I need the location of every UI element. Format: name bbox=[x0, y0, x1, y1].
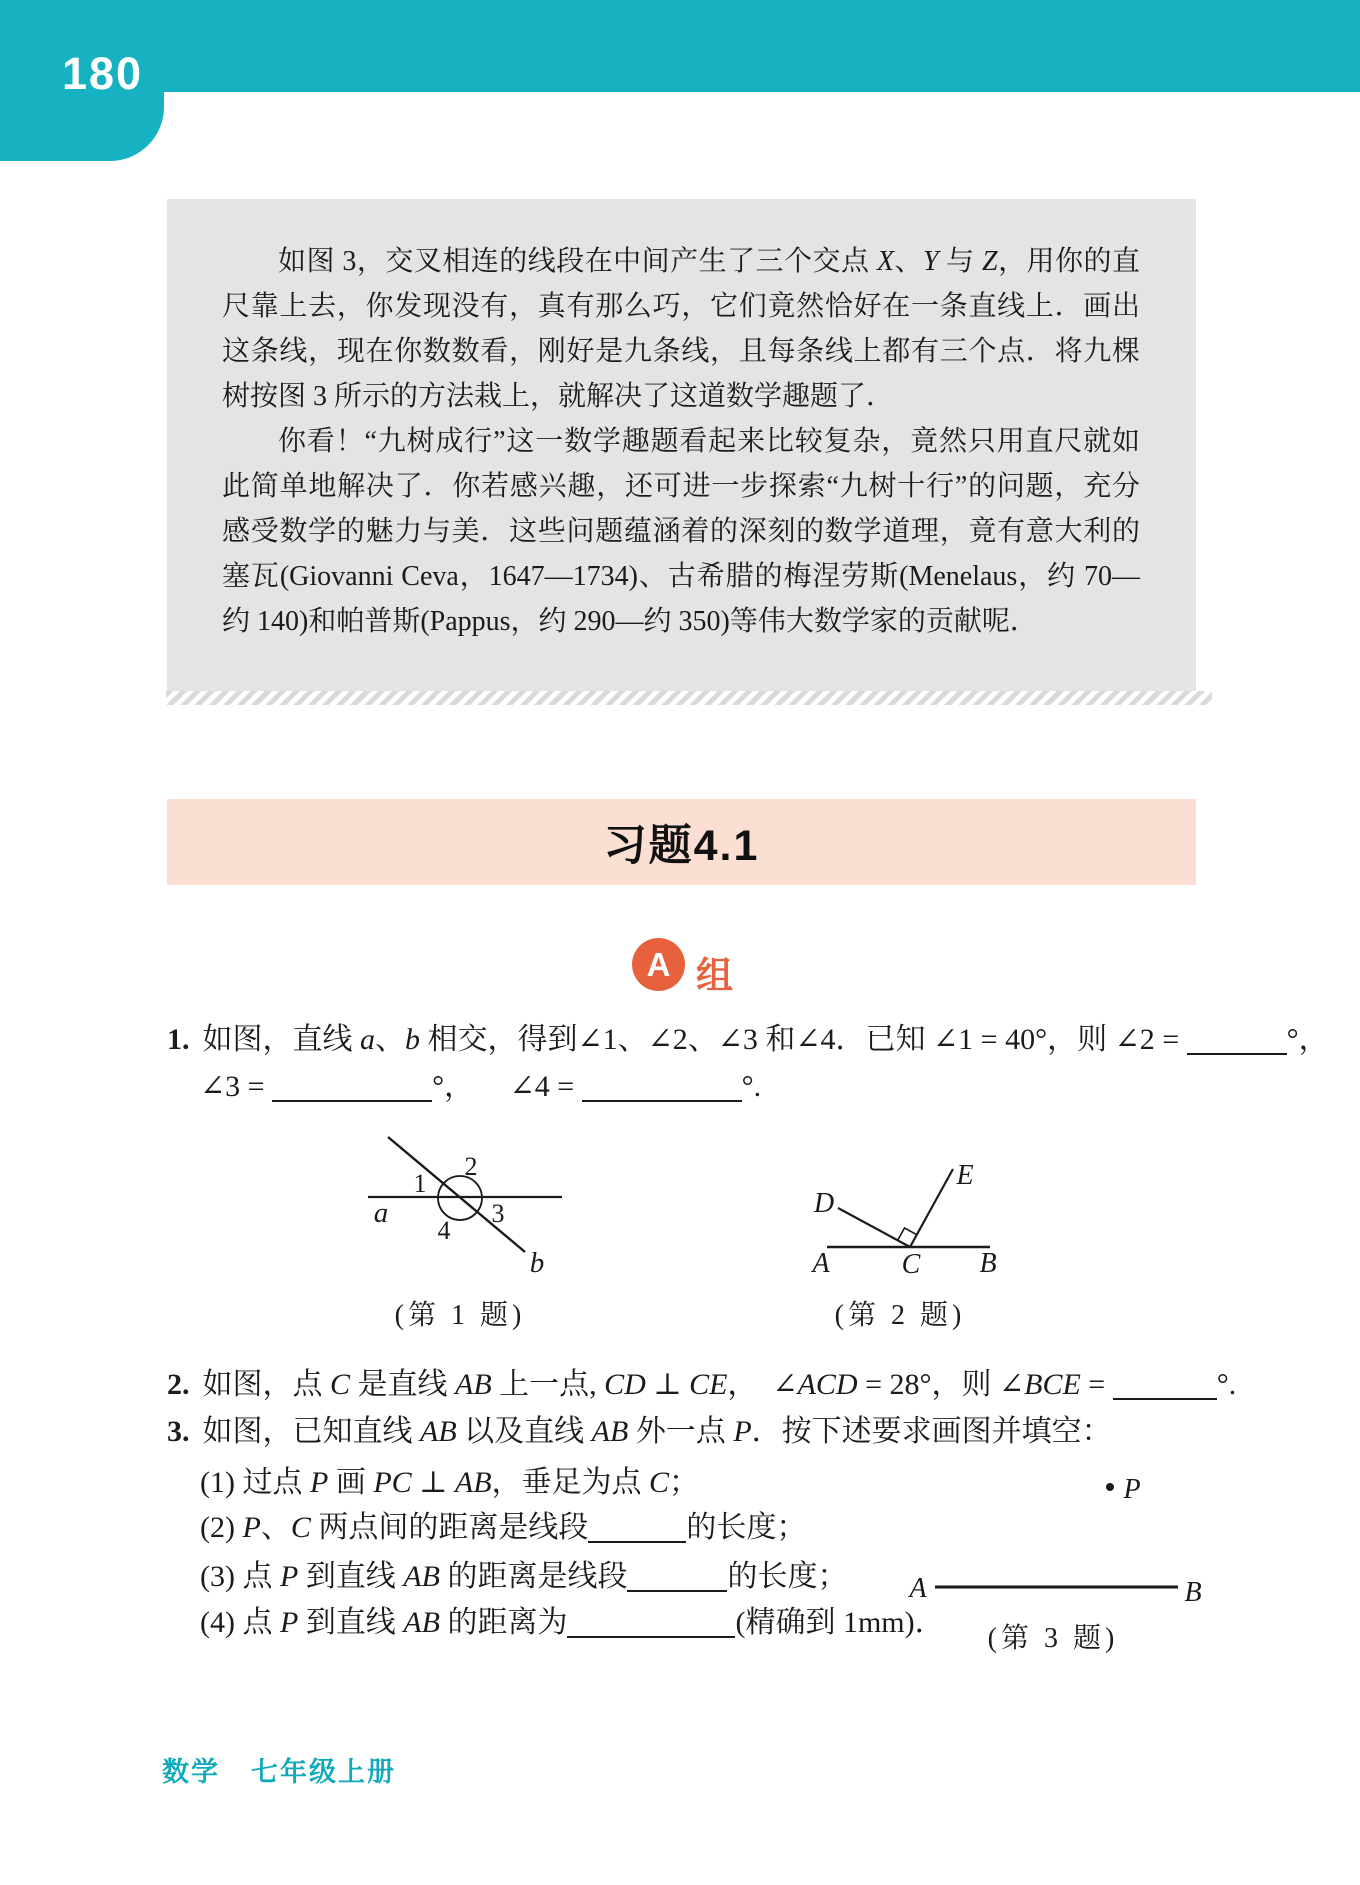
fig3-point-b-label: B bbox=[1184, 1577, 1202, 1608]
group-word: 组 bbox=[696, 955, 733, 996]
problem-3-number: 3. bbox=[167, 1415, 190, 1448]
header-band bbox=[0, 0, 1360, 92]
fig1-angle-4-label: 4 bbox=[437, 1216, 451, 1245]
figure-2 bbox=[780, 1120, 1200, 1300]
figure-3-caption: (第 3 题) bbox=[987, 1623, 1119, 1654]
reading-box bbox=[167, 199, 1196, 691]
fig3-point-a-label: A bbox=[909, 1573, 927, 1604]
footer-grade: 七年级上册 bbox=[251, 1757, 396, 1787]
page-number: 180 bbox=[62, 48, 144, 99]
problem-1-number: 1. bbox=[167, 1023, 190, 1056]
answer-blank-distance-segment bbox=[627, 1584, 727, 1592]
reading-paragraph-2: 你看！“九树成行”这一数学趣题看起来比较复杂，竟然只用直尺就如此简单地解决了．你若感兴趣，还可进一步探索“九树十行”的问题，充分感受数学的魅力与美．这些问题蕴涵着的深刻的数学道理，竟有意大利的塞瓦(Giovanni Ceva，1647—1734)、古希腊的梅涅劳斯(Menelaus，约 70—约 140)和帕普斯(Pappus，约 290—约 350)等伟大数学家的贡献呢． bbox=[222, 426, 1140, 637]
problem-3-sub-1: (1) 过点 P 画 PC ⊥ AB，垂足为点 C； bbox=[200, 1466, 700, 1499]
fig1-line-b bbox=[388, 1137, 525, 1252]
group-a-badge bbox=[632, 938, 685, 991]
fig2-point-e-label: E bbox=[956, 1160, 974, 1191]
fig1-angle-3-label: 3 bbox=[491, 1199, 505, 1228]
fig3-point-p-label: P bbox=[1123, 1474, 1141, 1505]
footer-subject: 数学 bbox=[162, 1757, 220, 1787]
footer bbox=[162, 1750, 396, 1789]
fig1-angle-1-label: 1 bbox=[413, 1169, 427, 1198]
exercise-title: 习题4.1 bbox=[603, 821, 760, 870]
problem-2-number: 2. bbox=[167, 1368, 190, 1401]
point-z-label: Z bbox=[982, 246, 998, 277]
fig2-point-c-label: C bbox=[901, 1249, 921, 1280]
problem-3-sub-2: (2) P、C 两点间的距离是线段 的长度； bbox=[200, 1511, 807, 1544]
figure-1-caption: (第 1 题) bbox=[394, 1300, 526, 1331]
figure-2-caption: (第 2 题) bbox=[834, 1300, 966, 1331]
point-y-label: Y bbox=[923, 246, 939, 277]
answer-blank-segment-pc bbox=[588, 1535, 686, 1543]
fig3-point-p-dot bbox=[1106, 1483, 1114, 1491]
reading-paragraph-1: 如图 3，交叉相连的线段在中间产生了三个交点 X、Y 与 Z，用你的直尺靠上去，你发现没有，真有那么巧，它们竟然恰好在一条直线上．画出这条线，现在你数数看，刚好是九条线，且每条线上都有三个点．将九棵树按图 3 所示的方法栽上，就解决了这道数学趣题了． bbox=[222, 246, 1140, 412]
problem-1-line-1: 1. 如图，直线 a、b 相交，得到∠1、∠2、∠3 和∠4．已知 ∠1 = 40°，则 ∠2 = °， bbox=[167, 1023, 1329, 1056]
problem-3-sub-4: (4) 点 P 到直线 AB 的距离为 (精确到 1mm)． bbox=[200, 1606, 945, 1639]
problem-1-line-2: ∠3 = °， ∠4 = °. bbox=[200, 1070, 762, 1103]
fig2-ray-cd bbox=[838, 1208, 910, 1247]
group-letter: A bbox=[646, 945, 671, 983]
answer-blank-bce bbox=[1113, 1392, 1217, 1400]
fig1-line-a-label: a bbox=[373, 1197, 389, 1229]
fig2-point-d-label: D bbox=[813, 1188, 835, 1219]
fig2-point-b-label: B bbox=[979, 1248, 997, 1279]
answer-blank-distance-value bbox=[567, 1630, 735, 1638]
answer-blank-angle4 bbox=[582, 1094, 742, 1102]
hatched-divider bbox=[166, 691, 1212, 705]
problem-2-line: 2. 如图，点 C 是直线 AB 上一点, CD ⊥ CE， ∠ACD = 28°，则 ∠BCE = °. bbox=[167, 1368, 1237, 1401]
problem-3-sub-3: (3) 点 P 到直线 AB 的距离是线段 的长度； bbox=[200, 1560, 848, 1593]
fig1-line-b-label: b bbox=[529, 1247, 545, 1279]
figure-3 bbox=[880, 1460, 1220, 1620]
fig2-point-a-label: A bbox=[812, 1248, 830, 1279]
problem-3-line: 3. 如图，已知直线 AB 以及直线 AB 外一点 P．按下述要求画图并填空： bbox=[167, 1415, 1112, 1448]
figure-1 bbox=[280, 1120, 640, 1300]
answer-blank-angle2 bbox=[1187, 1047, 1287, 1055]
point-x-label: X bbox=[876, 246, 895, 277]
exercise-banner bbox=[167, 799, 1196, 885]
fig1-angle-2-label: 2 bbox=[464, 1152, 478, 1181]
answer-blank-angle3 bbox=[272, 1094, 432, 1102]
